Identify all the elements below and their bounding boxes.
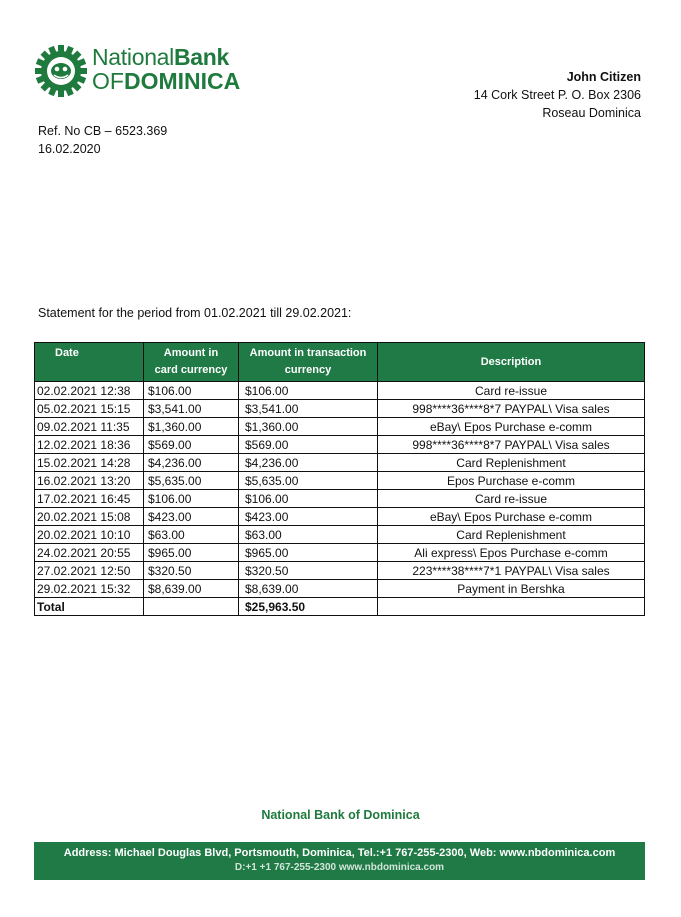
statement-table xyxy=(34,342,645,616)
cell-card-amount: $569.00 xyxy=(144,436,239,454)
reference-number: Ref. No CB – 6523.369 xyxy=(38,124,168,138)
cell-description: 998****36****8*7 PAYPAL\ Visa sales xyxy=(378,436,645,454)
cell-date: 15.02.2021 14:28 xyxy=(35,454,144,472)
cell-description: eBay\ Epos Purchase e-comm xyxy=(378,508,645,526)
cell-card-amount xyxy=(144,598,239,616)
cell-card-amount: $423.00 xyxy=(144,508,239,526)
cell-date: 09.02.2021 11:35 xyxy=(35,418,144,436)
footer-address-bar xyxy=(34,842,645,880)
statement-period: Statement for the period from 01.02.2021 till 29.02.2021: xyxy=(38,306,352,320)
recipient-address xyxy=(474,68,641,122)
header-date: Date xyxy=(35,343,144,382)
cell-card-amount: $965.00 xyxy=(144,544,239,562)
cell-transaction-amount: $5,635.00 xyxy=(239,472,378,490)
cell-card-amount: $1,360.00 xyxy=(144,418,239,436)
table-row xyxy=(35,580,645,598)
cell-date: 20.02.2021 10:10 xyxy=(35,526,144,544)
cell-date: 12.02.2021 18:36 xyxy=(35,436,144,454)
cell-date: 27.02.2021 12:50 xyxy=(35,562,144,580)
cell-card-amount: $106.00 xyxy=(144,382,239,400)
cell-description: Card re-issue xyxy=(378,490,645,508)
table-row xyxy=(35,418,645,436)
cell-date: 17.02.2021 16:45 xyxy=(35,490,144,508)
cell-transaction-amount: $4,236.00 xyxy=(239,454,378,472)
table-total-row xyxy=(35,598,645,616)
cell-date: 16.02.2021 13:20 xyxy=(35,472,144,490)
total-label: Total xyxy=(35,598,144,616)
cell-date: 20.02.2021 15:08 xyxy=(35,508,144,526)
header-card-currency: Amount in card currency xyxy=(144,343,239,382)
table-row xyxy=(35,436,645,454)
cell-transaction-amount: $63.00 xyxy=(239,526,378,544)
table-header-row xyxy=(35,343,645,382)
footer-address-echo: D:+1 +1 767-255-2300 www.nbdominica.com xyxy=(234,862,445,873)
table-row xyxy=(35,544,645,562)
reference-date: 16.02.2020 xyxy=(38,142,101,156)
gear-emblem-icon xyxy=(34,44,88,98)
reference-block xyxy=(38,122,167,158)
cell-description: Epos Purchase e-comm xyxy=(378,472,645,490)
total-amount: $25,963.50 xyxy=(239,598,378,616)
cell-card-amount: $106.00 xyxy=(144,490,239,508)
cell-transaction-amount: $106.00 xyxy=(239,490,378,508)
cell-card-amount: $63.00 xyxy=(144,526,239,544)
cell-card-amount: $8,639.00 xyxy=(144,580,239,598)
cell-description: 223****38****7*1 PAYPAL\ Visa sales xyxy=(378,562,645,580)
table-row xyxy=(35,562,645,580)
table-row xyxy=(35,472,645,490)
table-row xyxy=(35,526,645,544)
cell-date: 02.02.2021 12:38 xyxy=(35,382,144,400)
cell-card-amount: $5,635.00 xyxy=(144,472,239,490)
cell-transaction-amount: $106.00 xyxy=(239,382,378,400)
table-row xyxy=(35,382,645,400)
recipient-street: 14 Cork Street P. O. Box 2306 xyxy=(473,88,641,102)
cell-transaction-amount: $3,541.00 xyxy=(239,400,378,418)
cell-transaction-amount: $8,639.00 xyxy=(239,580,378,598)
cell-date: 29.02.2021 15:32 xyxy=(35,580,144,598)
cell-description: Card re-issue xyxy=(378,382,645,400)
table-row xyxy=(35,454,645,472)
cell-description: Payment in Bershka xyxy=(378,580,645,598)
header-transaction-currency: Amount in transaction currency xyxy=(239,343,378,382)
bank-logo xyxy=(34,42,249,100)
table-row xyxy=(35,508,645,526)
cell-description: Ali express\ Epos Purchase e-comm xyxy=(378,544,645,562)
cell-date: 05.02.2021 15:15 xyxy=(35,400,144,418)
footer-bank-name: National Bank of Dominica xyxy=(261,808,420,822)
cell-card-amount: $4,236.00 xyxy=(144,454,239,472)
cell-description: Card Replenishment xyxy=(378,454,645,472)
footer-address: Address: Michael Douglas Blvd, Portsmouth, Dominica, Tel.:+1 767-255-2300, Web: www.nbdominica.com xyxy=(63,847,616,859)
cell-date: 24.02.2021 20:55 xyxy=(35,544,144,562)
cell-description xyxy=(378,598,645,616)
cell-transaction-amount: $569.00 xyxy=(239,436,378,454)
header-description: Description xyxy=(378,343,645,382)
recipient-city: Roseau Dominica xyxy=(542,106,641,120)
recipient-name: John Citizen xyxy=(566,70,641,84)
cell-description: Card Replenishment xyxy=(378,526,645,544)
cell-transaction-amount: $320.50 xyxy=(239,562,378,580)
cell-card-amount: $320.50 xyxy=(144,562,239,580)
table-row xyxy=(35,490,645,508)
cell-description: 998****36****8*7 PAYPAL\ Visa sales xyxy=(378,400,645,418)
table-row xyxy=(35,400,645,418)
cell-description: eBay\ Epos Purchase e-comm xyxy=(378,418,645,436)
cell-transaction-amount: $423.00 xyxy=(239,508,378,526)
cell-transaction-amount: $965.00 xyxy=(239,544,378,562)
cell-card-amount: $3,541.00 xyxy=(144,400,239,418)
bank-wordmark: NationalBank OFDOMINICA xyxy=(92,44,241,94)
cell-transaction-amount: $1,360.00 xyxy=(239,418,378,436)
